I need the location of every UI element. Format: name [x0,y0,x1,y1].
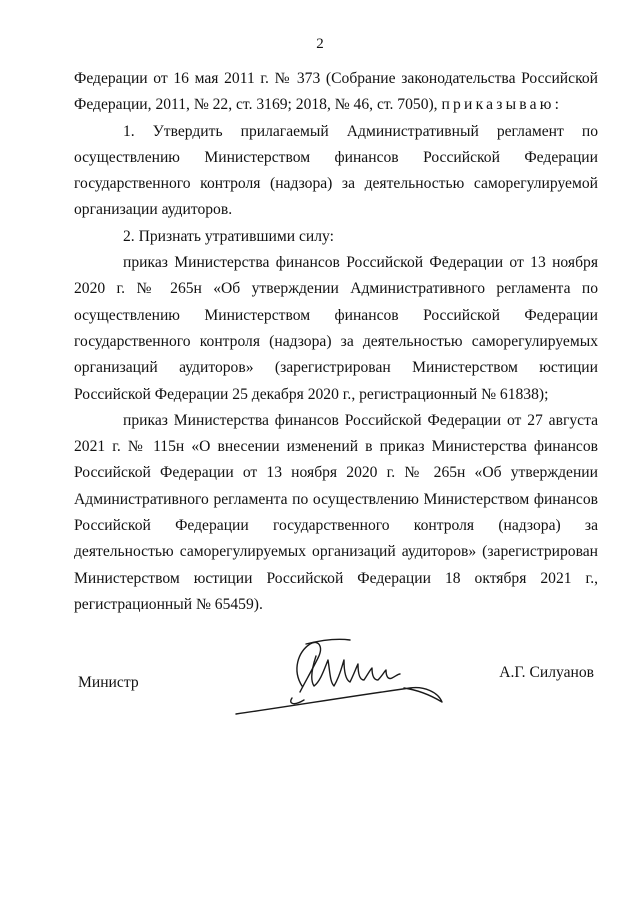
document-body [74,66,598,618]
handwritten-signature [232,630,446,716]
paragraph-legal-basis-text: Федерации от 16 мая 2011 г. № 373 (Собрание законодательства Российской Федерации, 2011, № 22, ст. 3169; 2018, № 46, ст. 7050), [74,70,598,114]
signatory-name: А.Г. Силуанов [499,664,594,681]
order-keyword-colon: : [554,96,559,114]
paragraph-item-2: 2. Признать утратившими силу: [123,227,334,245]
paragraph-repealed-order-1: приказ Министерства финансов Российской Федерации от 13 ноября 2020 г. № 265н «Об утверждении Административного регламента по осуществлению Министерством финансов Российской Федерации государственного контроля (надзора) за деятельностью саморегулируемых организаций аудиторов» (зарегистрирован Министерством юстиции Российской Федерации 25 декабря 2020 г., регистрационный № 61838); [74,254,598,403]
signatory-role: Министр [78,674,139,691]
paragraph-legal-basis [74,66,598,119]
signature-block [74,630,598,720]
page-number: 2 [316,36,324,52]
paragraph-repealed-order-2: приказ Министерства финансов Российской Федерации от 27 августа 2021 г. № 115н «О внесении изменений в приказ Министерства финансов Российской Федерации от 13 ноября 2020 г. № 265н «Об утверждении Административного регламента по осуществлению Министерством финансов Российской Федерации государственного контроля (надзора) за деятельностью саморегулируемых организаций аудиторов» (зарегистрирован Министерством юстиции Российской Федерации 18 октября 2021 г., регистрационный № 65459). [74,411,598,613]
order-keyword: приказываю [441,96,555,114]
paragraph-item-1: 1. Утвердить прилагаемый Административный регламент по осуществлению Министерством финансов Российской Федерации государственного контроля (надзора) за деятельностью саморегулируемой организации аудиторов. [74,122,598,219]
